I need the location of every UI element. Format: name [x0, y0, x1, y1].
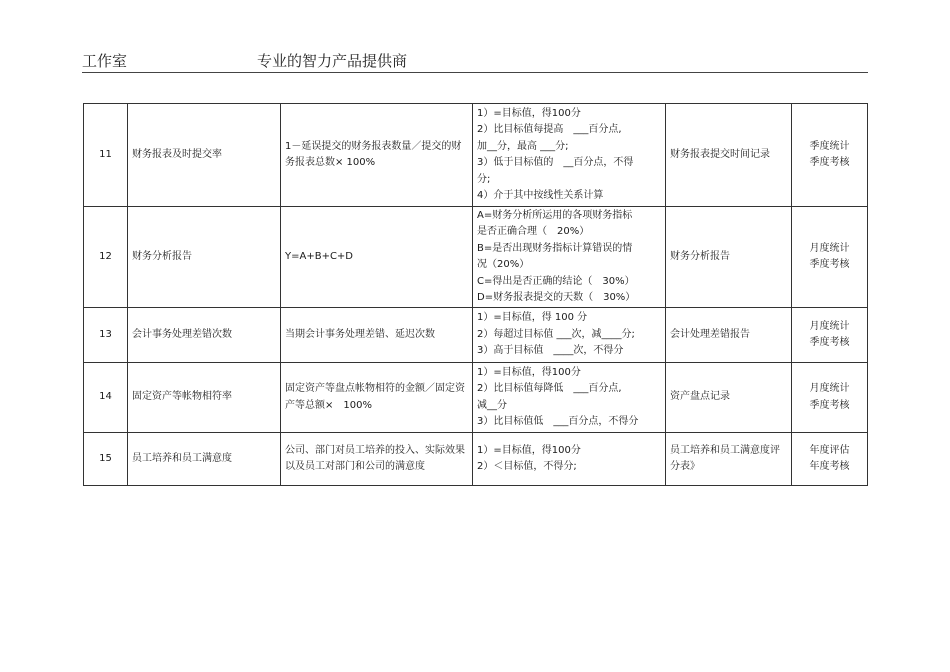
- indicator-name: 会计事务处理差错次数: [128, 308, 281, 363]
- frequency-stat: 月度统计: [809, 320, 850, 332]
- frequency-stat: 年度评估: [809, 444, 850, 456]
- header-rule: [82, 72, 868, 73]
- criteria-line: 是否正确合理（ 20%）: [477, 226, 590, 237]
- criteria-line: 4）介于其中按线性关系计算: [477, 190, 604, 201]
- indicator-name: 员工培养和员工满意度: [128, 433, 281, 486]
- frequency-review: 季度考核: [809, 399, 850, 411]
- frequency-review: 年度考核: [809, 461, 850, 472]
- frequency: [792, 363, 868, 433]
- criteria-line: 1）=目标值，得100分: [477, 366, 581, 378]
- criteria-line: B=是否出现财务指标计算错误的情: [477, 242, 633, 254]
- row-number: 15: [84, 433, 128, 486]
- data-source: 员工培养和员工满意度评分表》: [666, 433, 792, 486]
- criteria-line: 1）=目标值，得100分: [477, 444, 581, 456]
- criteria-line: 2）每超过目标值 ___次，减____分;: [477, 328, 635, 340]
- criteria-line: 减__分: [477, 399, 507, 411]
- row-number: 12: [84, 207, 128, 308]
- data-source: 财务分析报告: [666, 207, 792, 308]
- data-source: 财务报表提交时间记录: [666, 104, 792, 207]
- scoring-criteria: [473, 207, 666, 308]
- criteria-line: 加__分，最高 ___分;: [477, 140, 569, 152]
- frequency-review: 季度考核: [809, 157, 850, 168]
- frequency-stat: 月度统计: [809, 383, 850, 394]
- kpi-table: [83, 103, 868, 486]
- frequency: [792, 308, 868, 363]
- frequency-review: 季度考核: [809, 337, 850, 348]
- header-tagline: 专业的智力产品提供商: [257, 52, 408, 70]
- criteria-line: 2）比目标值每降低 ___百分点,: [477, 383, 622, 394]
- criteria-line: C=得出是否正确的结论（ 30%）: [477, 275, 635, 287]
- scoring-criteria: [473, 363, 666, 433]
- frequency-stat: 季度统计: [809, 140, 850, 152]
- table-row: [84, 207, 868, 308]
- criteria-line: 2）＜目标值，不得分;: [477, 461, 577, 472]
- indicator-formula: 当期会计事务处理差错、延迟次数: [281, 308, 473, 363]
- indicator-name: 财务报表及时提交率: [128, 104, 281, 207]
- table-row: [84, 308, 868, 363]
- scoring-criteria: [473, 433, 666, 486]
- data-source: 会计处理差错报告: [666, 308, 792, 363]
- criteria-line: 3）比目标值低 ___百分点，不得分: [477, 416, 639, 427]
- table-row: [84, 104, 868, 207]
- data-source: 资产盘点记录: [666, 363, 792, 433]
- criteria-line: 1）=目标值，得 100 分: [477, 312, 588, 324]
- frequency: [792, 104, 868, 207]
- table-row: [84, 363, 868, 433]
- frequency-review: 季度考核: [809, 259, 850, 270]
- criteria-line: 分;: [477, 173, 491, 185]
- criteria-line: D=财务报表提交的天数（ 30%）: [477, 292, 636, 303]
- criteria-line: 3）低于目标值的 __百分点，不得: [477, 157, 634, 168]
- scoring-criteria: [473, 104, 666, 207]
- criteria-line: 3）高于目标值 ____次，不得分: [477, 345, 624, 357]
- indicator-formula: 固定资产等盘点帐物相符的金额／固定资产等总额× 100%: [281, 363, 473, 433]
- table-row: [84, 433, 868, 486]
- frequency: [792, 433, 868, 486]
- row-number: 11: [84, 104, 128, 207]
- indicator-formula: 公司、部门对员工培养的投入、实际效果以及员工对部门和公司的满意度: [281, 433, 473, 486]
- header-studio-name: 工作室: [82, 52, 128, 70]
- scoring-criteria: [473, 308, 666, 363]
- indicator-name: 固定资产等帐物相符率: [128, 363, 281, 433]
- criteria-line: 况（20%）: [477, 259, 530, 270]
- frequency-stat: 月度统计: [809, 242, 850, 254]
- row-number: 14: [84, 363, 128, 433]
- indicator-name: 财务分析报告: [128, 207, 281, 308]
- criteria-line: A=财务分析所运用的各项财务指标: [477, 209, 633, 221]
- row-number: 13: [84, 308, 128, 363]
- criteria-line: 2）比目标值每提高 ___百分点,: [477, 124, 622, 135]
- frequency: [792, 207, 868, 308]
- indicator-formula: 1－延误提交的财务报表数量／提交的财务报表总数× 100%: [281, 104, 473, 207]
- criteria-line: 1）=目标值，得100分: [477, 107, 581, 119]
- page-header: [0, 0, 950, 80]
- indicator-formula: Y=A+B+C+D: [281, 207, 473, 308]
